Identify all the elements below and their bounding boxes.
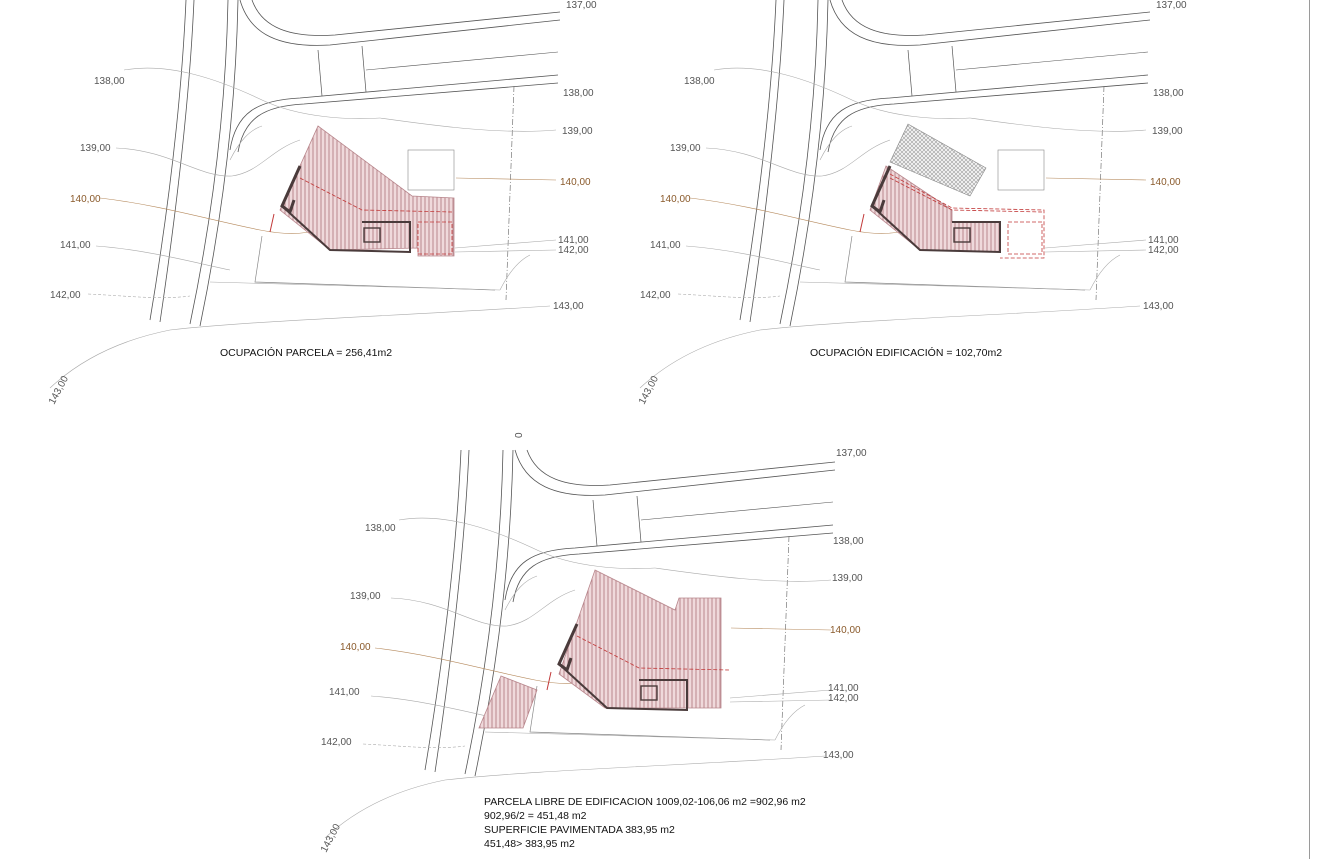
contour-label: 142,00 [558,245,589,256]
annex-outline [408,150,454,190]
contour-label: 137,00 [836,448,867,459]
contour-label: 143,00 [46,374,72,407]
contour-label: 140,00 [660,194,691,205]
contour-label: 138,00 [563,88,594,99]
contour-label: 142,00 [1148,245,1179,256]
notes-parcela-libre [484,795,806,851]
contour-label: 143,00 [1143,301,1174,312]
contour-label: 137,00 [1156,0,1187,11]
parcel-occupation-hatch [280,126,454,256]
contour-label: 141,00 [329,687,360,698]
contour-label: 138,00 [1153,88,1184,99]
note-line: 451,48> 383,95 m2 [484,838,575,850]
panel-ocupacion-edificacion [640,0,1150,388]
contour-label: 140,00 [560,177,591,188]
contour-label: 142,00 [640,290,671,301]
north-marker: 0 [514,432,525,438]
contour-label: 140,00 [1150,177,1181,188]
pool-outline [1008,222,1042,254]
contour-label: 138,00 [684,76,715,87]
access-ramp-hatch [479,676,537,728]
contour-label: 141,00 [558,235,589,246]
contour-label: 139,00 [670,143,701,154]
contour-label: 141,00 [828,683,859,694]
contour-label: 143,00 [553,301,584,312]
note-line: 902,96/2 = 451,48 m2 [484,810,587,822]
contour-label: 138,00 [365,523,396,534]
caption-ocupacion-parcela: OCUPACIÓN PARCELA = 256,41m2 [220,347,393,359]
contour-label: 142,00 [50,290,81,301]
note-line: PARCELA LIBRE DE EDIFICACION 1009,02-106,06 m2 =902,96 m2 [484,796,806,808]
contour-label: 138,00 [833,536,864,547]
contour-label: 139,00 [832,573,863,584]
contour-label: 141,00 [650,240,681,251]
contour-label: 139,00 [80,143,111,154]
contour-label: 143,00 [636,374,662,407]
contour-label: 139,00 [1152,126,1183,137]
contour-label: 143,00 [823,750,854,761]
contour-label: 143,00 [318,822,344,855]
note-line: SUPERFICIE PAVIMENTADA 383,95 m2 [484,824,675,836]
panel-parcela-libre [325,450,835,838]
contour-label: 137,00 [566,0,597,11]
contour-label: 140,00 [830,625,861,636]
contour-label: 140,00 [70,194,101,205]
contour-label: 142,00 [321,737,352,748]
contour-label: 139,00 [350,591,381,602]
contour-label: 138,00 [94,76,125,87]
caption-ocupacion-edificacion: OCUPACIÓN EDIFICACIÓN = 102,70m2 [810,347,1003,359]
contour-label: 141,00 [1148,235,1179,246]
contour-label: 139,00 [562,126,593,137]
contour-label: 142,00 [828,693,859,704]
panel-ocupacion-parcela [50,0,560,388]
annex-outline [998,150,1044,190]
contour-label: 141,00 [60,240,91,251]
contour-label: 140,00 [340,642,371,653]
